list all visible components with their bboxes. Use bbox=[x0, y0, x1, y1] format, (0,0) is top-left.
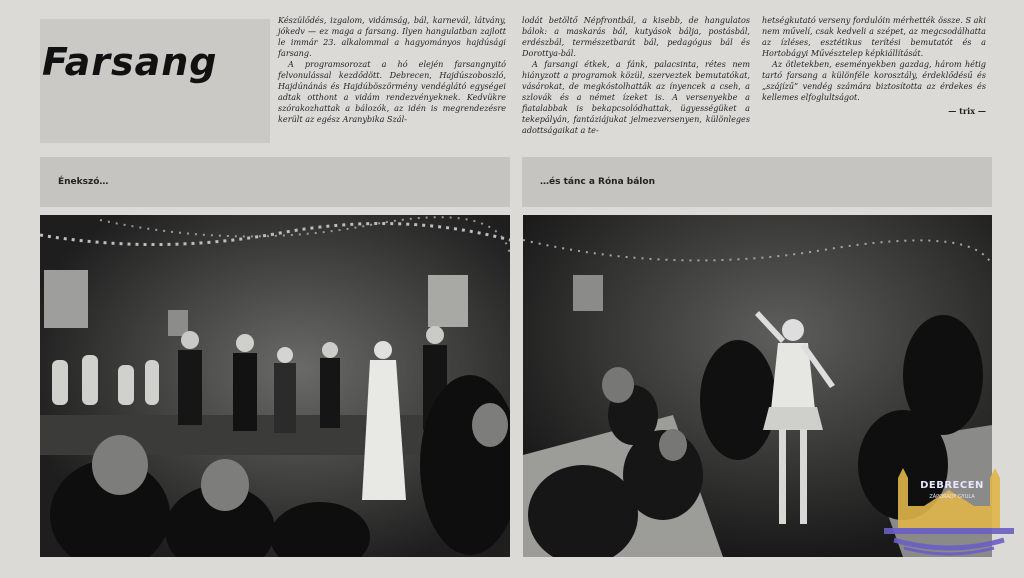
paragraph: A farsangi étkek, a fánk, palacsinta, rétes nem hiányzott a programok közül, szerveztek bemutatókat, vásárokat, de megkóstolhatták az ínyencek a cseh, a szlovák és a német ízeket is. A versenyekbe a fiatalabbak is bekapcsolódhattak, ügyességüket a tekepályán, fantáziájukat jelmezversenyen, különleges adottságaikat a te- bbox=[522, 59, 750, 135]
article-column-2 bbox=[522, 15, 750, 136]
photo-caption-right: …és tánc a Róna bálon bbox=[540, 177, 655, 187]
article-title: Farsang bbox=[42, 40, 218, 84]
library-stamp-logo bbox=[884, 468, 1014, 558]
stamp-subtext: ZÁPORÁDY GYULA bbox=[929, 494, 975, 500]
photo-caption-left: Énekszó… bbox=[58, 177, 109, 187]
paragraph: hetségkutató verseny fordulóin mérhették össze. S aki nem művelí, csak kedveli a szépet, az megcsodálhatta az ízléses, esztétikus terítési bemutatót és a Hortobágyi Művésztelep képkiállítását. bbox=[762, 15, 986, 58]
photo-singers bbox=[40, 215, 510, 557]
stamp-text: DEBRECEN bbox=[920, 480, 984, 491]
article-column-3 bbox=[762, 15, 986, 117]
article-column-1 bbox=[278, 15, 506, 125]
photo-singers-image bbox=[40, 215, 510, 557]
paragraph: Készülődés, izgalom, vidámság, bál, karnevál, látvány, jókedv — ez maga a farsang. Ilyen hangulatban zajlott le immár 23. alkalommal a hagyományos hajdúsági farsang. bbox=[278, 15, 506, 58]
caption-bar-right bbox=[522, 157, 992, 207]
paragraph: lodát betöltő Népfrontbál, a kisebb, de hangulatos bálok: a maskarás bál, kutyások bálja, postásbál, erdészbál, természetbarát bál, pedagógus bál és Dorottya-bál. bbox=[522, 15, 750, 58]
paragraph: A programsorozat a hó elején farsangnyitó felvonulással kezdődött. Debrecen, Hajdúszoboszló, Hajdúnánás és Hajdúböszörmény vendéglátó egységei adtak otthont a vidám rendezvényeknek. Kedvükre szórakozhattak a bálozók, az idén is megrendezésre került az egész Aranybika Szál- bbox=[278, 59, 506, 124]
paragraph: Az ötletekben, eseményekben gazdag, három hétig tartó farsang a különféle korosztály, érdeklődésű és „szájízű” vendég számára biztosította az érdekes és kellemes elfoglultságot. bbox=[762, 59, 986, 102]
caption-bar-left bbox=[40, 157, 510, 207]
author-signature: — trix — bbox=[948, 106, 986, 116]
